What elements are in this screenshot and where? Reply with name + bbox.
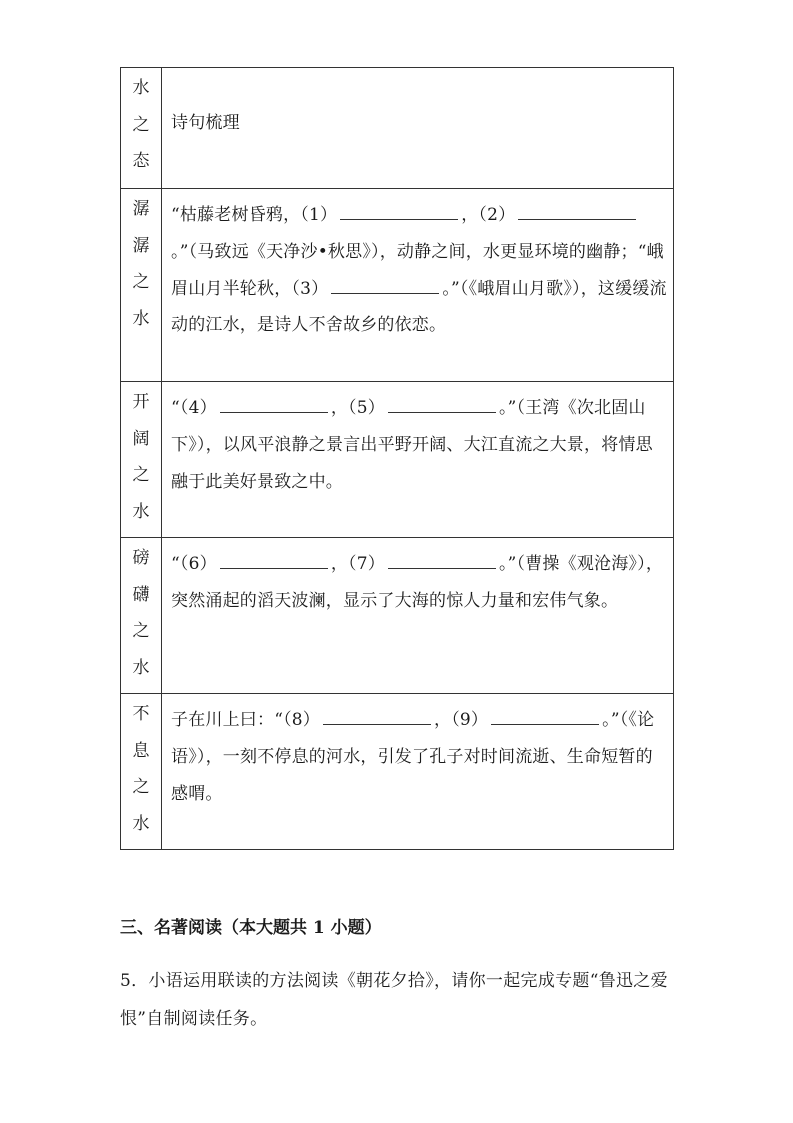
row-content-cell: [162, 694, 674, 850]
answer-blank-6[interactable]: [220, 551, 328, 569]
label-char: 之: [132, 114, 150, 135]
row-label-cell: [121, 694, 162, 850]
section-title: 三、名著阅读（本大题共 1 小题）: [120, 918, 382, 938]
text-segment: ，（5）: [330, 398, 385, 418]
label-char: 不: [132, 704, 150, 724]
table-row: [121, 189, 674, 382]
answer-blank-4[interactable]: [220, 395, 328, 413]
label-char: 水: [132, 657, 150, 678]
label-char: 礴: [132, 584, 150, 605]
label-char: 态: [132, 151, 150, 171]
label-char: 息: [132, 740, 150, 761]
text-segment: 。”（《峨眉山月歌》），这缓缓流动的江水，是诗人不舍故乡的依恋。: [171, 278, 667, 336]
text-segment: 。”（马致远《天净沙•秋思》），动静之间，水更显环境的幽静；“峨眉山月半轮秋，（3）: [171, 241, 664, 299]
label-char: 开: [132, 392, 150, 412]
answer-blank-1[interactable]: [340, 202, 458, 220]
text-segment: “（6）: [171, 554, 217, 574]
label-char: 阔: [132, 428, 150, 449]
answer-blank-2[interactable]: [518, 202, 636, 220]
label-char: 水: [132, 78, 150, 98]
label-char: 水: [132, 308, 150, 329]
label-char: 潺: [132, 199, 150, 219]
answer-blank-5[interactable]: [388, 395, 496, 413]
poem-table: [120, 67, 674, 850]
label-char: 水: [132, 813, 150, 834]
text-segment: 。”（《论语》），一刻不停息的河水，引发了孔子对时间流逝、生命短暂的感喟。: [171, 710, 655, 804]
row-label-cell: [121, 189, 162, 382]
text-segment: 子在川上曰：“（8）: [171, 710, 321, 730]
label-char: 之: [132, 777, 150, 797]
row-content-cell: [162, 382, 674, 538]
row-content-cell: [162, 538, 674, 694]
header-label-cell: [121, 68, 162, 189]
label-char: 之: [132, 465, 150, 485]
table-row: [121, 538, 674, 694]
header-content-cell: [162, 68, 674, 189]
answer-blank-8[interactable]: [323, 707, 431, 725]
answer-blank-7[interactable]: [388, 551, 496, 569]
text-segment: 。”（王湾《次北固山下》），以风平浪静之景言出平野开阔、大江直流之大景，将情思融于此美好景致之中。: [171, 398, 653, 492]
text-segment: ，（9）: [434, 710, 489, 730]
text-segment: ，（2）: [461, 205, 516, 225]
row-label-cell: [121, 382, 162, 538]
answer-blank-9[interactable]: [491, 707, 599, 725]
label-char: 水: [132, 501, 150, 522]
text-segment: 。”（曹操《观沧海》），突然涌起的滔天波澜，显示了大海的惊人力量和宏伟气象。: [171, 554, 664, 611]
label-char: 磅: [132, 548, 150, 568]
label-char: 之: [132, 621, 150, 641]
table-row: [121, 382, 674, 538]
header-title: 诗句梳理: [171, 113, 240, 133]
text-segment: “（4）: [171, 398, 217, 418]
label-char: 潺: [132, 235, 150, 256]
row-content-cell: [162, 189, 674, 382]
table-row: [121, 694, 674, 850]
row-label-cell: [121, 538, 162, 694]
table-header-row: [121, 68, 674, 189]
answer-blank-3[interactable]: [331, 276, 439, 294]
text-segment: ，（7）: [330, 554, 385, 574]
question-5: 5．小语运用联读的方法阅读《朝花夕拾》，请你一起完成专题“鲁迅之爱恨”自制阅读任务。: [120, 971, 668, 1029]
label-char: 之: [132, 272, 150, 292]
text-segment: “枯藤老树昏鸦，（1）: [171, 205, 338, 225]
